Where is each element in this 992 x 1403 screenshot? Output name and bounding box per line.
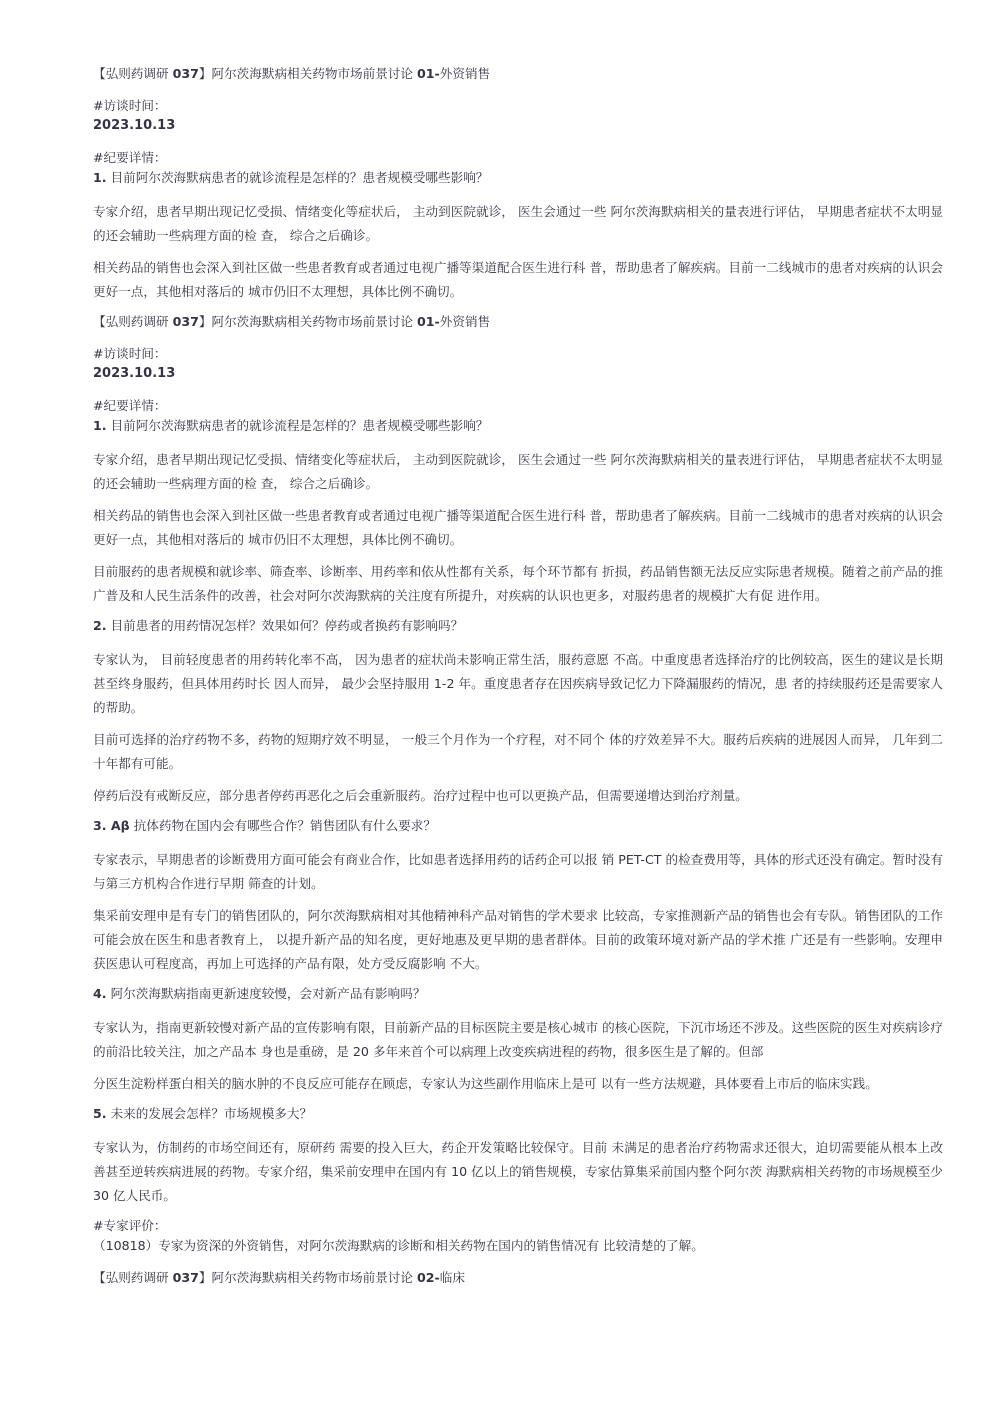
minutes-label: #纪要详情： xyxy=(93,150,167,165)
paragraph: 专家认为，指南更新较慢对新产品的宣传影响有限，目前新产品的目标医院主要是核心城市 的核心医院，下沉市场还不涉及。这些医院的医生对疾病诊疗的前沿比较关注，加之产品本 身也是重磅，是 20 多年来首个可以病理上改变疾病进程的药物，很多医生是了解的。但部 xyxy=(93,1020,943,1059)
paragraph: 集采前安理申是有专门的销售团队的，阿尔茨海默病相对其他精神科产品对销售的学术要求 比较高，专家推测新产品的销售也会有专队。销售团队的工作可能会放在医生和患者教育上， 以提升新产品的知名度，更好地惠及更早期的患者群体。目前的政策环境对新产品的学术推 广还是有一些影响。安理申获医患认可程度高，再加上可选择的产品有限，处方受反腐影响 不大。 xyxy=(93,908,943,971)
interview-date: 2023.10.13 xyxy=(93,118,176,133)
paragraph: 停药后没有戒断反应，部分患者停药再恶化之后会重新服药。治疗过程中也可以更换产品，但需要递增达到治疗剂量。 xyxy=(93,788,748,803)
paragraph: 相关药品的销售也会深入到社区做一些患者教育或者通过电视广播等渠道配合医生进行科 普，帮助患者了解疾病。目前一二线城市的患者对疾病的认识会更好一点，其他相对落后的 城市仍旧不太理想，具体比例不确切。 xyxy=(93,508,943,547)
next-document-title: 【弘则药调研 037】阿尔茨海默病相关药物市场前景讨论 02-临床 xyxy=(93,1270,465,1285)
expert-review-label: #专家评价： xyxy=(93,1218,167,1233)
paragraph: 目前可选择的治疗药物不多，药物的短期疗效不明显， 一般三个月作为一个疗程，对不同个 体的疗效差异不大。服药后疾病的进展因人而异， 几年到二十年都有可能。 xyxy=(93,732,943,771)
paragraph: 分医生淀粉样蛋白相关的脑水肿的不良反应可能存在顾虑，专家认为这些副作用临床上是可 以有一些方法规避，具体要看上市后的临床实践。 xyxy=(93,1076,878,1091)
paragraph: 专家介绍，患者早期出现记忆受损、情绪变化等症状后， 主动到医院就诊， 医生会通过一些 阿尔茨海默病相关的量表进行评估， 早期患者症状不太明显的还会辅助一些病理方面的检 查， 综合之后确诊。 xyxy=(93,204,943,243)
minutes-label: #纪要详情： xyxy=(93,398,167,413)
question-3: 3. Aβ 抗体药物在国内会有哪些合作？销售团队有什么要求？ xyxy=(93,818,436,833)
question-1: 1. 目前阿尔茨海默病患者的就诊流程是怎样的？患者规模受哪些影响？ xyxy=(93,170,489,185)
interview-time-label: #访谈时间： xyxy=(93,346,167,361)
paragraph: 专家介绍，患者早期出现记忆受损、情绪变化等症状后， 主动到医院就诊， 医生会通过一些 阿尔茨海默病相关的量表进行评估， 早期患者症状不太明显的还会辅助一些病理方面的检 查， 综合之后确诊。 xyxy=(93,452,943,491)
document-title: 【弘则药调研 037】阿尔茨海默病相关药物市场前景讨论 01-外资销售 xyxy=(93,66,491,81)
document-title-repeat: 【弘则药调研 037】阿尔茨海默病相关药物市场前景讨论 01-外资销售 xyxy=(93,314,491,329)
question-4: 4. 阿尔茨海默病指南更新速度较慢，会对新产品有影响吗？ xyxy=(93,986,426,1001)
question-1: 1. 目前阿尔茨海默病患者的就诊流程是怎样的？患者规模受哪些影响？ xyxy=(93,418,489,433)
interview-time-label: #访谈时间： xyxy=(93,98,167,113)
question-5: 5. 未来的发展会怎样？市场规模多大？ xyxy=(93,1106,313,1121)
paragraph: 专家认为， 目前轻度患者的用药转化率不高， 因为患者的症状尚未影响正常生活，服药意愿 不高。中重度患者选择治疗的比例较高，医生的建议是长期甚至终身服药，但具体用药时长 因人而异， 最少会坚持服用 1-2 年。重度患者存在因疾病导致记忆力下降漏服药的情况，患 者的持续服药还是需要家人的帮助。 xyxy=(93,652,943,715)
interview-date: 2023.10.13 xyxy=(93,366,176,381)
paragraph: 相关药品的销售也会深入到社区做一些患者教育或者通过电视广播等渠道配合医生进行科 普，帮助患者了解疾病。目前一二线城市的患者对疾病的认识会更好一点，其他相对落后的 城市仍旧不太理想，具体比例不确切。 xyxy=(93,260,943,299)
question-2: 2. 目前患者的用药情况怎样？效果如何？停药或者换药有影响吗？ xyxy=(93,618,464,633)
document-page xyxy=(93,64,943,1288)
paragraph: 专家认为，仿制药的市场空间还有，原研药 需要的投入巨大，药企开发策略比较保守。目前 未满足的患者治疗药物需求还很大，迫切需要能从根本上改善甚至逆转疾病进展的药物。专家介绍，集采前安理申在国内有 10 亿以上的销售规模，专家估算集采前国内整个阿尔茨 海默病相关药物的市场规模至少 30 亿人民币。 xyxy=(93,1140,943,1203)
paragraph: 专家表示，早期患者的诊断费用方面可能会有商业合作，比如患者选择用药的话药企可以报 销 PET-CT 的检查费用等，具体的形式还没有确定。暂时没有与第三方机构合作进行早期 筛查的计划。 xyxy=(93,852,943,891)
expert-review-text: （10818）专家为资深的外资销售，对阿尔茨海默病的诊断和相关药物在国内的销售情况有 比较清楚的了解。 xyxy=(93,1238,704,1253)
paragraph: 目前服药的患者规模和就诊率、筛查率、诊断率、用药率和依从性都有关系，每个环节都有 折损，药品销售额无法反应实际患者规模。随着之前产品的推广普及和人民生活条件的改善，社会对阿尔茨海默病的关注度有所提升，对疾病的认识也更多，对服药患者的规模扩大有促 进作用。 xyxy=(93,564,943,603)
